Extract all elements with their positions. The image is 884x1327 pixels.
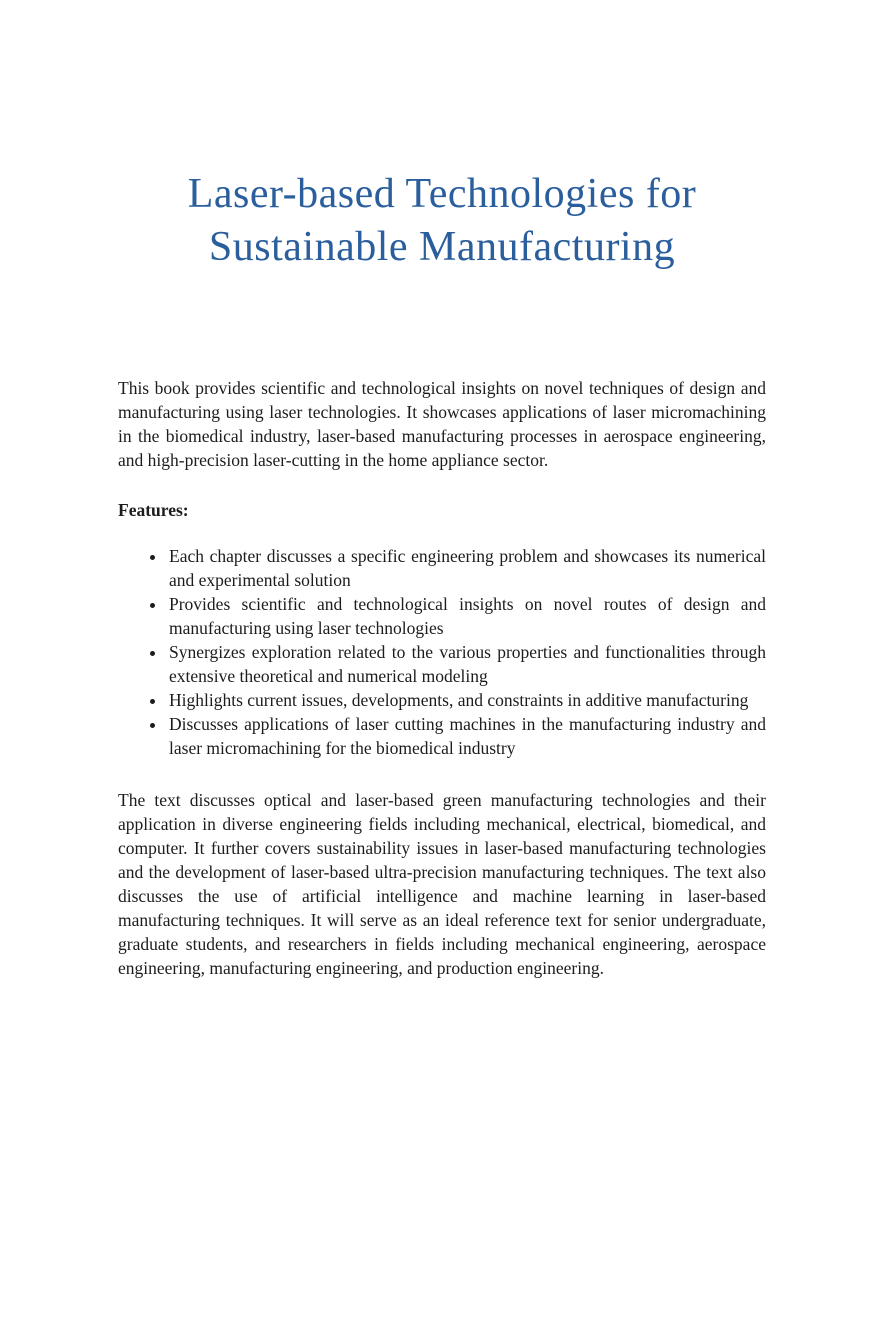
page-content [118,376,766,980]
feature-item: • Highlights current issues, developments, and constraints in additive manufacturing [167,688,766,712]
feature-item: • Discusses applications of laser cutting machines in the manufacturing industry and laser micromachining for the biomedical industry [167,712,766,760]
book-title [0,168,884,274]
features-list [118,544,766,760]
book-title-line2: Sustainable Manufacturing [208,224,676,270]
features-heading: Features: [118,500,189,520]
feature-item: • Synergizes exploration related to the various properties and functionalities through extensive theoretical and numerical modeling [167,640,766,688]
feature-item: • Provides scientific and technological insights on novel routes of design and manufacturing using laser technologies [167,592,766,640]
feature-item: • Each chapter discusses a specific engineering problem and showcases its numerical and experimental solution [167,544,766,592]
closing-paragraph: The text discusses optical and laser-based green manufacturing technologies and their application in diverse engineering fields including mechanical, electrical, biomedical, and computer. It further covers sustainability issues in laser-based manufacturing technologies and the development of laser-based ultra-precision manufacturing techniques. The text also discusses the use of artificial intelligence and machine learning in laser-based manufacturing techniques. It will serve as an ideal reference text for senior undergraduate, graduate students, and researchers in fields including mechanical engineering, aerospace engineering, manufacturing engineering, and production engineering. [118,790,766,978]
intro-paragraph: This book provides scientific and technological insights on novel techniques of design and manufacturing using laser technologies. It showcases applications of laser micromachining in the biomedical industry, laser-based manufacturing processes in aerospace engineering, and high-precision laser-cutting in the home appliance sector. [118,378,766,470]
book-title-line1: Laser-based Technologies for [187,171,697,217]
